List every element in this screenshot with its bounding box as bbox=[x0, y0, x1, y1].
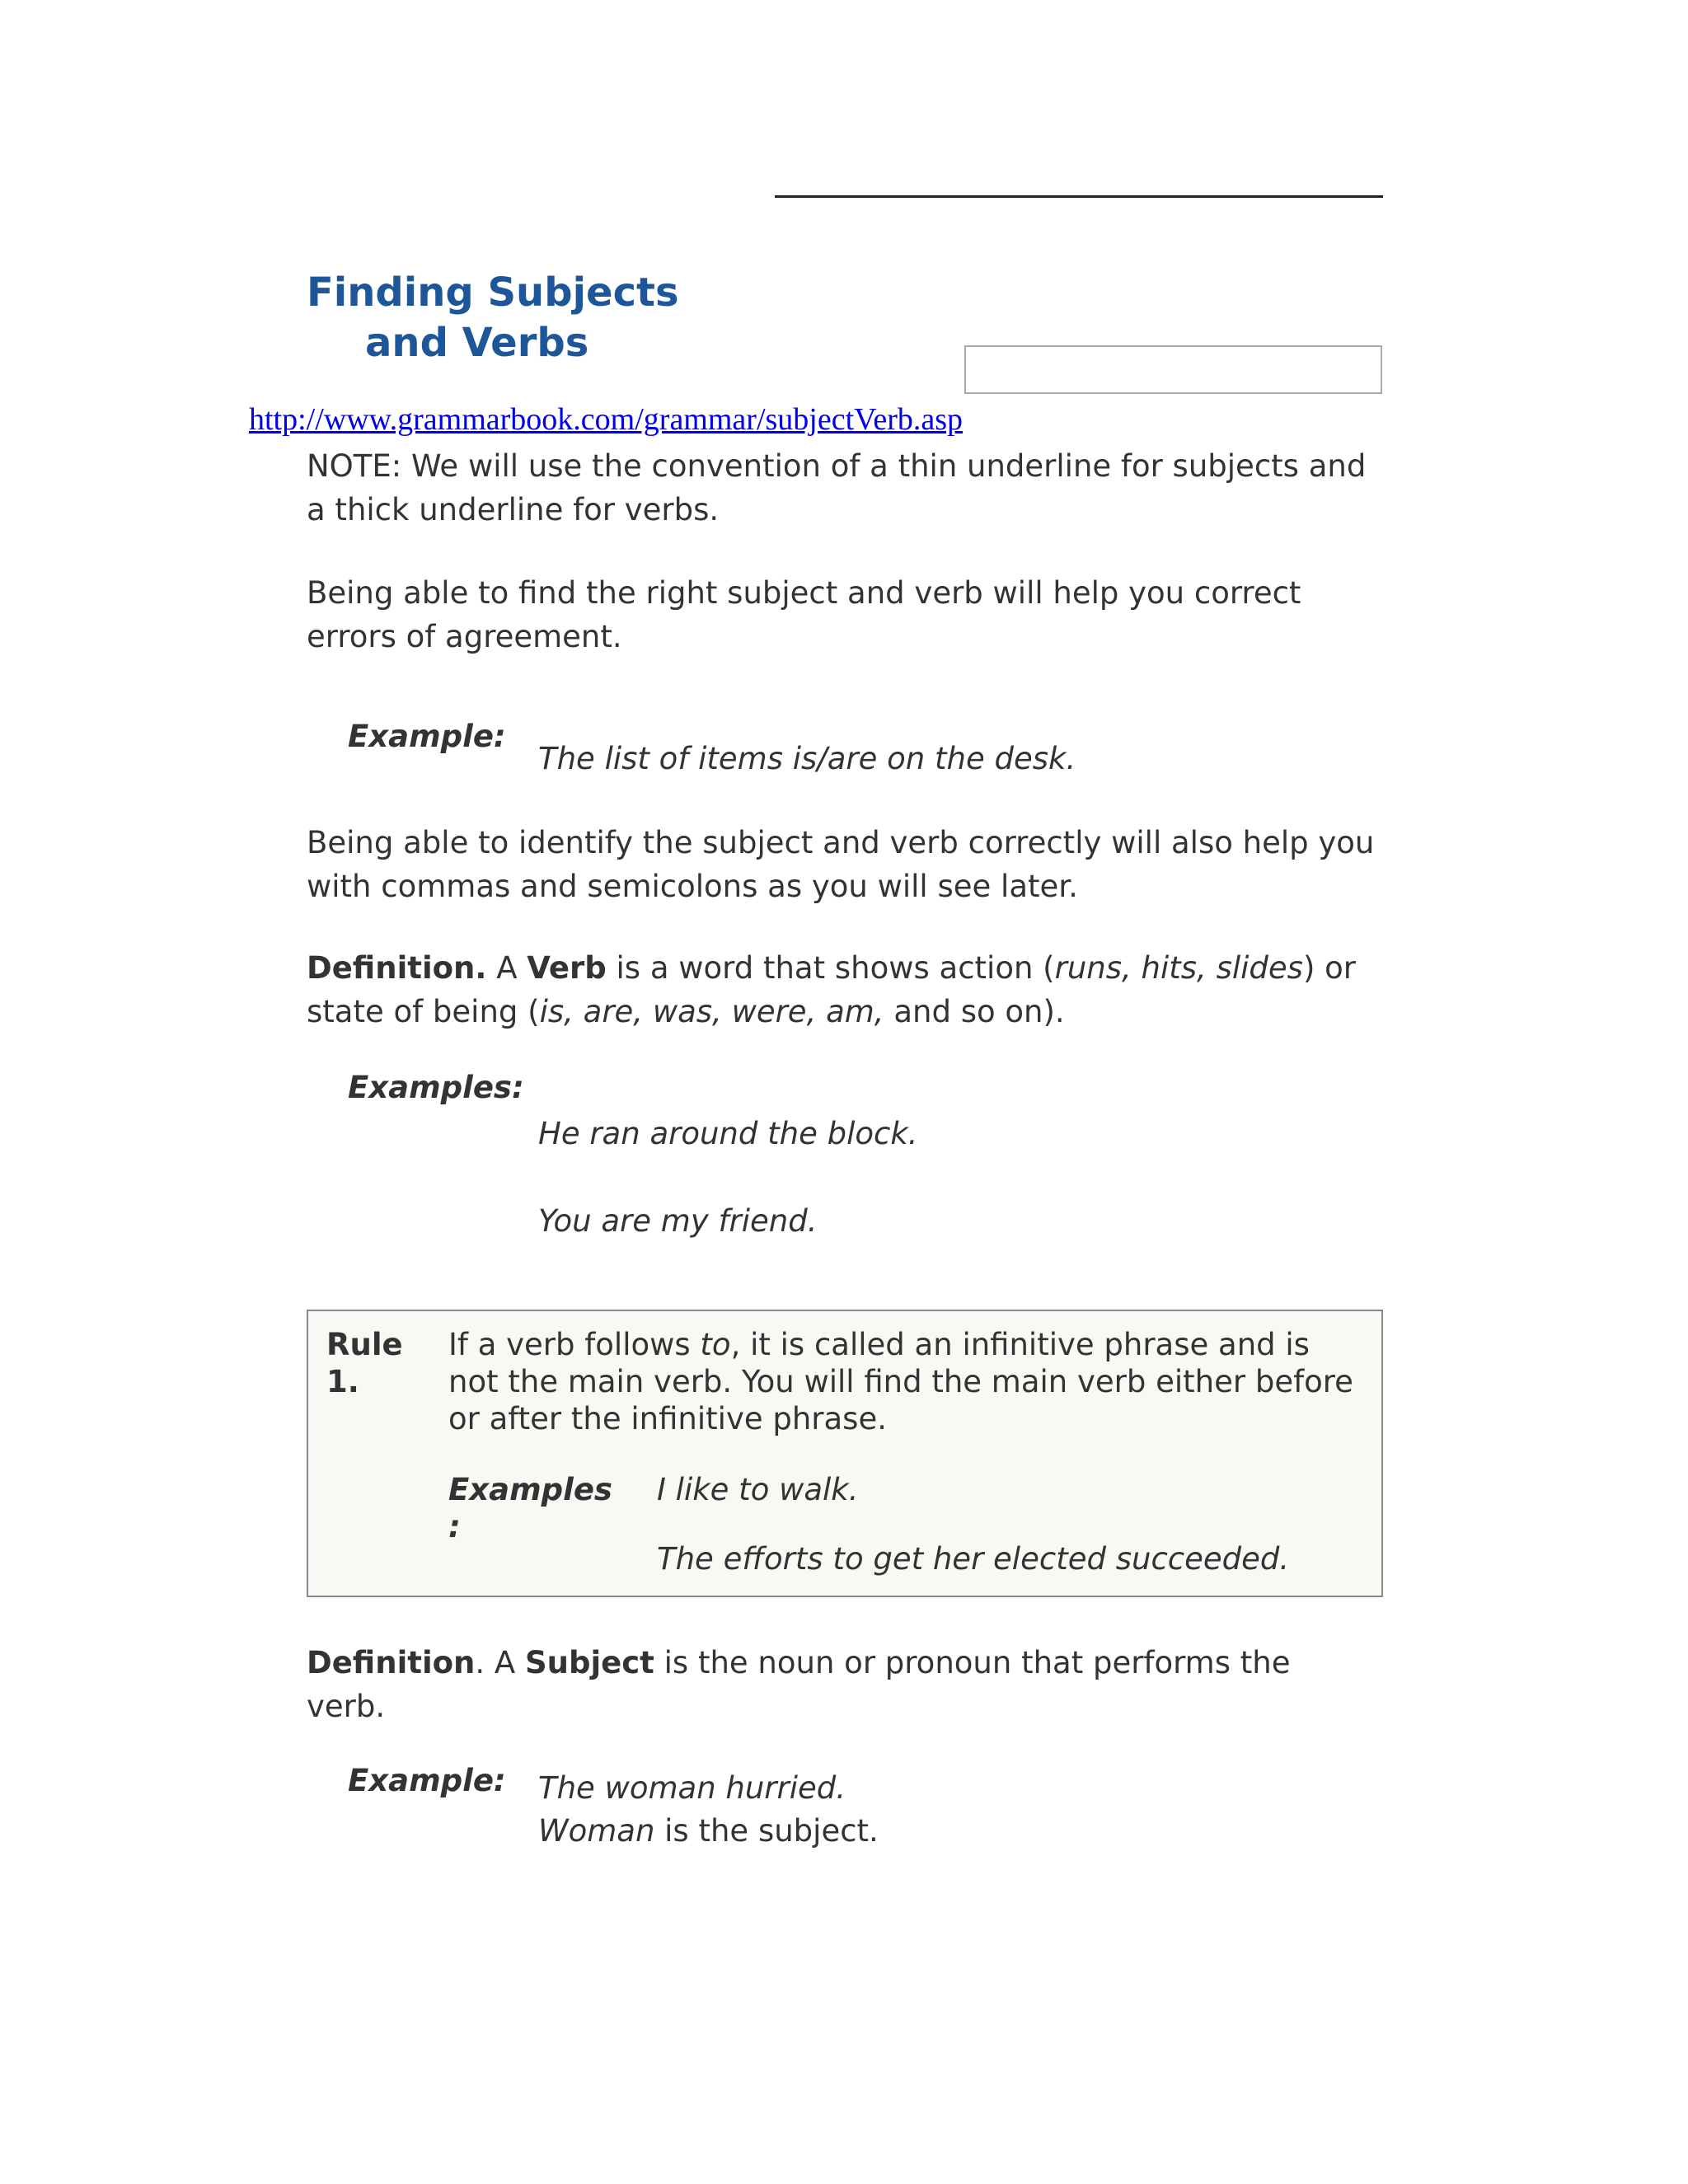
source-link[interactable]: http://www.grammarbook.com/grammar/subjectVerb.asp bbox=[249, 402, 964, 437]
example-sentence: The woman hurried. bbox=[538, 1770, 846, 1806]
text-fragment: and so on). bbox=[884, 994, 1065, 1029]
subject-term: Subject bbox=[525, 1645, 654, 1680]
note-line2: a thick underline for verbs. bbox=[307, 492, 720, 527]
top-rule bbox=[775, 195, 1383, 198]
example-sentence: He ran around the block. bbox=[538, 1116, 918, 1151]
rule-label-line1: Rule bbox=[326, 1327, 403, 1362]
intro2-line1: Being able to identify the subject and verb correctly will also help you bbox=[307, 825, 1375, 860]
definition-term: Definition. bbox=[307, 950, 487, 986]
rule-examples-label-line2: : bbox=[448, 1509, 461, 1544]
rule-label bbox=[326, 1326, 403, 1400]
text-fragment: If a verb follows bbox=[448, 1327, 701, 1362]
subject-definition-line2: verb. bbox=[307, 1689, 386, 1724]
rule-examples-label-line1: Examples bbox=[448, 1472, 612, 1507]
rule-line3: or after the infinitive phrase. bbox=[448, 1401, 887, 1436]
page-title-line1: Finding Subjects bbox=[307, 269, 679, 316]
examples-label: Examples: bbox=[348, 1070, 524, 1105]
subject-word: Woman bbox=[538, 1813, 655, 1849]
rule-line2: not the main verb. You will find the main verb either before bbox=[448, 1364, 1353, 1399]
rule-example-1: I like to walk. bbox=[657, 1472, 859, 1507]
example-label: Example: bbox=[348, 719, 506, 754]
action-examples: runs, hits, slides bbox=[1054, 950, 1303, 986]
intro2-line2: with commas and semicolons as you will see later. bbox=[307, 869, 1078, 904]
rule-examples-label bbox=[448, 1471, 612, 1545]
state-examples: is, are, was, were, am, bbox=[539, 994, 884, 1029]
text-fragment: A bbox=[486, 950, 528, 986]
rule-text bbox=[448, 1326, 1353, 1437]
rule-label-line2: 1. bbox=[326, 1364, 359, 1399]
intro-line1: Being able to find the right subject and verb will help you correct bbox=[307, 575, 1301, 611]
example-label: Example: bbox=[348, 1763, 506, 1798]
page-title-line2: and Verbs bbox=[365, 320, 589, 366]
verb-definition-line1 bbox=[307, 946, 1356, 990]
verb-definition-line2 bbox=[307, 990, 1065, 1033]
note-line1: NOTE: We will use the convention of a thin underline for subjects and bbox=[307, 448, 1367, 484]
text-fragment: state of being ( bbox=[307, 994, 540, 1029]
rule-example-2: The efforts to get her elected succeeded. bbox=[657, 1541, 1290, 1577]
rule-line1 bbox=[448, 1326, 1353, 1363]
example-sentence: You are my friend. bbox=[538, 1203, 818, 1239]
to-word: to bbox=[700, 1327, 731, 1362]
verb-term: Verb bbox=[527, 950, 607, 986]
definition-term: Definition bbox=[307, 1645, 476, 1680]
text-fragment: is a word that shows action ( bbox=[606, 950, 1055, 986]
text-fragment: . A bbox=[475, 1645, 525, 1680]
rule-box bbox=[307, 1310, 1383, 1597]
example-sentence: The list of items is/are on the desk. bbox=[538, 741, 1076, 776]
subject-note bbox=[538, 1809, 879, 1853]
intro-line2: errors of agreement. bbox=[307, 619, 622, 654]
text-fragment: is the noun or pronoun that performs the bbox=[654, 1645, 1291, 1680]
empty-input-box bbox=[964, 345, 1382, 394]
text-fragment: is the subject. bbox=[654, 1813, 879, 1849]
subject-definition-line1 bbox=[307, 1641, 1290, 1685]
text-fragment: ) or bbox=[1302, 950, 1356, 986]
text-fragment: , it is called an infinitive phrase and is bbox=[730, 1327, 1310, 1362]
